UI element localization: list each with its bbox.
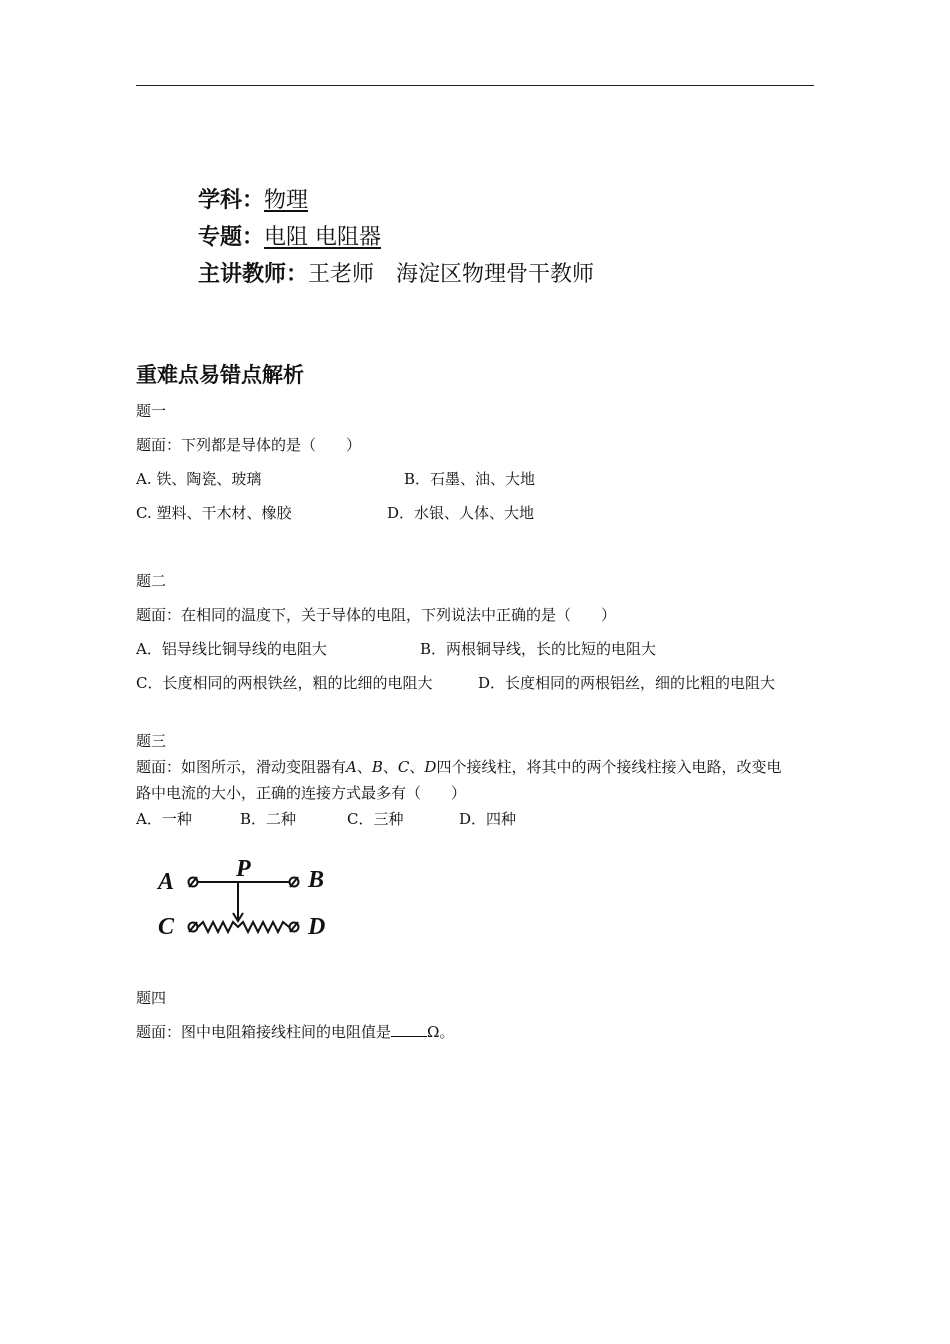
q1-title: 题一 bbox=[136, 402, 167, 420]
q3-term-d: D bbox=[424, 758, 437, 776]
q2-option-b: B．两根铜导线，长的比短的电阻大 bbox=[420, 640, 657, 658]
q4-stem bbox=[136, 1022, 454, 1042]
q3-term-b: B bbox=[371, 758, 383, 776]
q1-option-b: B．石墨、油、大地 bbox=[404, 470, 536, 488]
q3-option-d: D．四种 bbox=[459, 810, 517, 828]
q3-stem-post: 四个接线柱，将其中的两个接线柱接入电路，改变电 bbox=[436, 758, 782, 776]
resistance-coil bbox=[198, 922, 289, 932]
q3-sep1: 、 bbox=[356, 758, 372, 776]
terminal-label-b: B bbox=[308, 867, 325, 893]
q4-title: 题四 bbox=[136, 989, 167, 1007]
subject-value: 物理 bbox=[264, 188, 309, 213]
q3-stem-line1 bbox=[136, 757, 781, 777]
topic-label: 专题： bbox=[198, 225, 265, 250]
terminal-label-c: C bbox=[158, 914, 175, 940]
q4-stem-post: Ω。 bbox=[427, 1023, 455, 1041]
q4-stem-pre: 题面：图中电阻箱接线柱间的电阻值是 bbox=[136, 1023, 392, 1041]
q3-term-a: A bbox=[346, 758, 357, 776]
topic-value: 电阻 电阻器 bbox=[264, 225, 382, 250]
subject-line bbox=[198, 186, 308, 216]
subject-label: 学科： bbox=[198, 188, 265, 213]
q3-term-c: C bbox=[397, 758, 410, 776]
q3-stem-pre: 题面：如图所示，滑动变阻器有 bbox=[136, 758, 347, 776]
q2-title: 题二 bbox=[136, 572, 167, 590]
terminal-label-a: A bbox=[158, 869, 175, 895]
q3-stem-line2: 路中电流的大小，正确的连接方式最多有（ ） bbox=[136, 784, 467, 802]
q3-title: 题三 bbox=[136, 732, 167, 750]
answer-blank bbox=[391, 1022, 427, 1037]
rheostat-figure bbox=[150, 850, 350, 950]
q3-sep2: 、 bbox=[382, 758, 398, 776]
q3-sep3: 、 bbox=[409, 758, 425, 776]
section-title: 重难点易错点解析 bbox=[136, 363, 304, 387]
teacher-value: 王老师 海淀区物理骨干教师 bbox=[308, 262, 595, 287]
q1-option-c: C. 塑料、干木材、橡胶 bbox=[136, 504, 292, 522]
q1-option-a: A. 铁、陶瓷、玻璃 bbox=[136, 470, 262, 488]
q2-option-d: D．长度相同的两根铝丝，细的比粗的电阻大 bbox=[478, 674, 776, 692]
q3-option-b: B．二种 bbox=[240, 810, 297, 828]
topic-line bbox=[198, 223, 381, 253]
q1-stem: 题面：下列都是导体的是（ ） bbox=[136, 436, 362, 454]
q3-option-c: C．三种 bbox=[347, 810, 404, 828]
q3-option-a: A．一种 bbox=[136, 810, 192, 828]
header-rule bbox=[136, 85, 814, 86]
terminal-label-d: D bbox=[308, 914, 326, 940]
slider-label-p: P bbox=[236, 856, 251, 882]
q2-option-c: C．长度相同的两根铁丝，粗的比细的电阻大 bbox=[136, 674, 433, 692]
teacher-label: 主讲教师： bbox=[198, 262, 309, 287]
q2-stem: 题面：在相同的温度下，关于导体的电阻，下列说法中正确的是（ ） bbox=[136, 606, 617, 624]
q1-option-d: D．水银、人体、大地 bbox=[387, 504, 535, 522]
q2-option-a: A．铝导线比铜导线的电阻大 bbox=[136, 640, 327, 658]
teacher-line bbox=[198, 260, 594, 290]
